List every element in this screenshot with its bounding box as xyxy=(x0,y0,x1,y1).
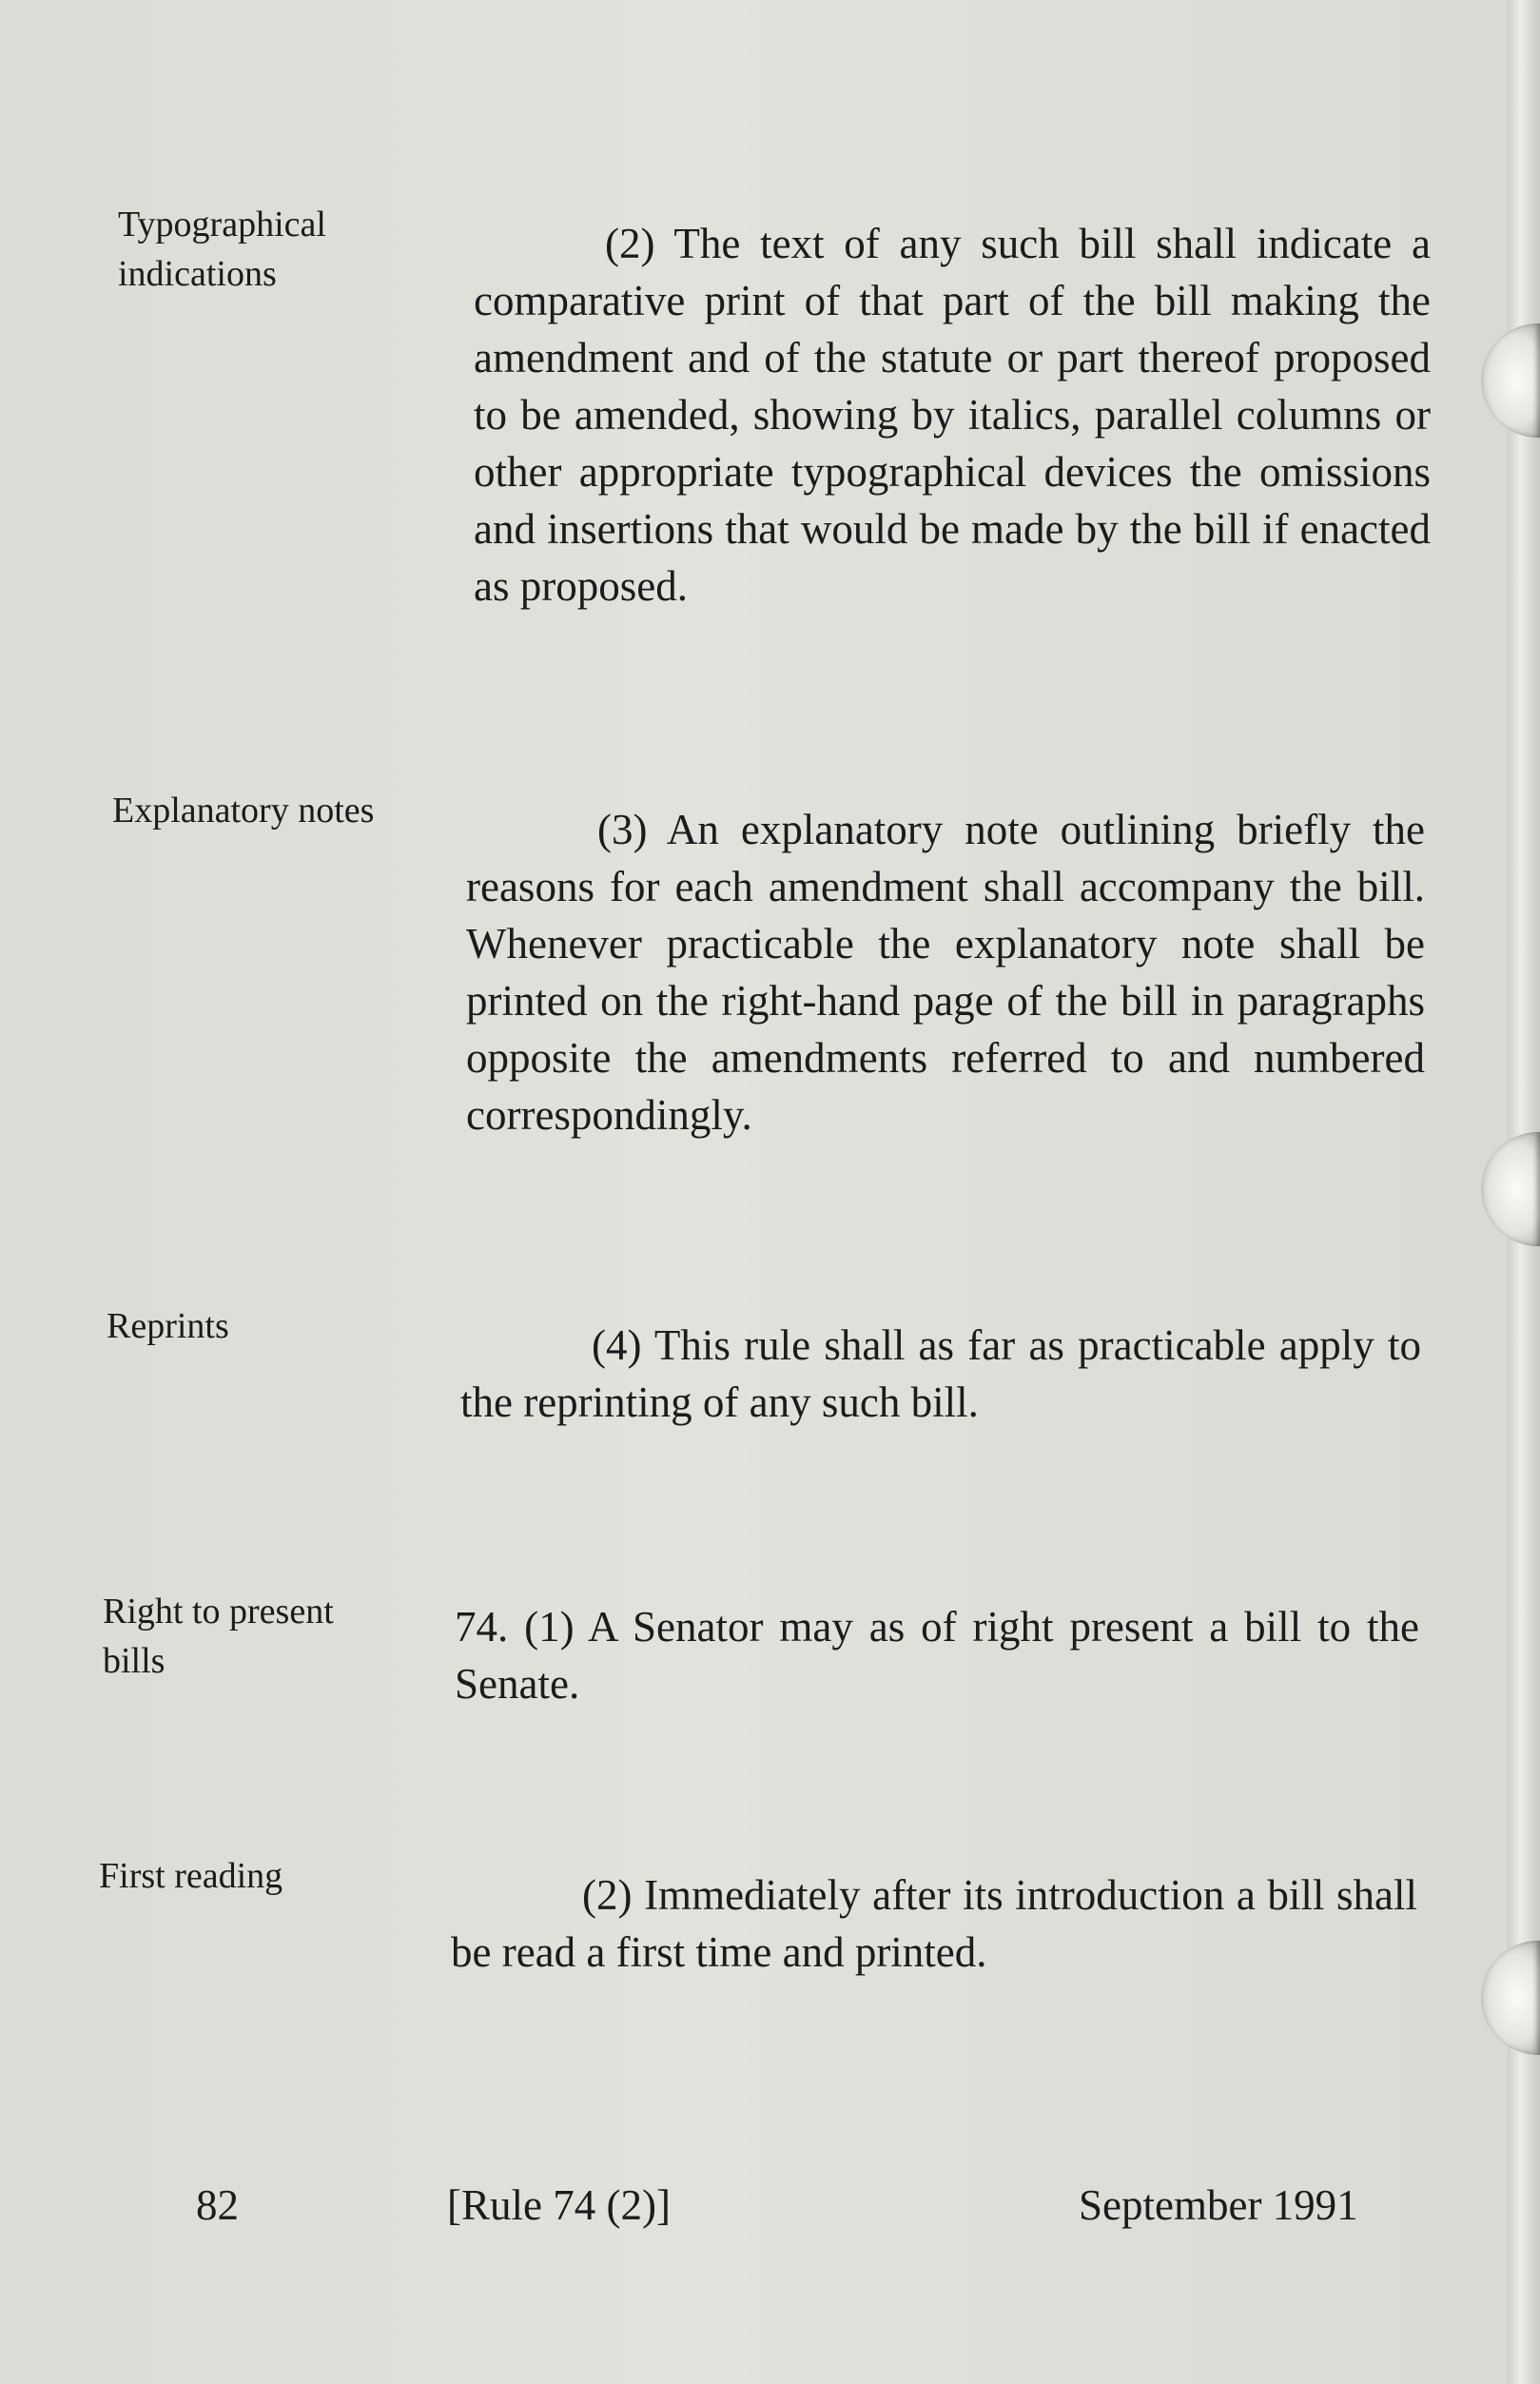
margin-note-explanatory: Explanatory notes xyxy=(112,791,375,830)
binder-ring xyxy=(1481,1941,1540,2055)
paragraph-rule-73-4: (4) This rule shall as far as practicable apply to the reprinting of any such bill. xyxy=(460,1321,1421,1426)
paragraph-rule-73-3: (3) An explanatory note outlining briefly the reasons for each amendment shall accompany the bill. Whenever practicable the explanatory note shall be printed on the right-hand page of the bill in paragraphs opposite the amendments referred to and numbered correspondingly. xyxy=(466,806,1425,1139)
paragraph-rule-74-2: (2) Immediately after its introduction a bill shall be read a first time and printed. xyxy=(451,1871,1417,1976)
margin-note-typographical: Typographical indications xyxy=(118,205,326,294)
paragraph-rule-73-2: (2) The text of any such bill shall indicate a comparative print of that part of the bill making the amendment and of the statute or part thereof proposed to be amended, showing by italics, parallel columns or other appropriate typographical devices the omissions and insertions that would be made by the bill if enacted as proposed. xyxy=(474,220,1431,610)
margin-note-reprints: Reprints xyxy=(107,1306,229,1346)
page-number: 82 xyxy=(196,2181,239,2229)
margin-note-first-reading: First reading xyxy=(99,1856,283,1896)
paragraph-rule-74-1: 74. (1) A Senator may as of right present a bill to the Senate. xyxy=(455,1603,1419,1708)
footer-date: September 1991 xyxy=(1079,2181,1358,2229)
margin-note-right-to-present: Right to present bills xyxy=(103,1592,334,1681)
binder-ring xyxy=(1481,1132,1540,1246)
rule-reference: [Rule 74 (2)] xyxy=(447,2181,671,2229)
binder-ring xyxy=(1481,323,1540,438)
